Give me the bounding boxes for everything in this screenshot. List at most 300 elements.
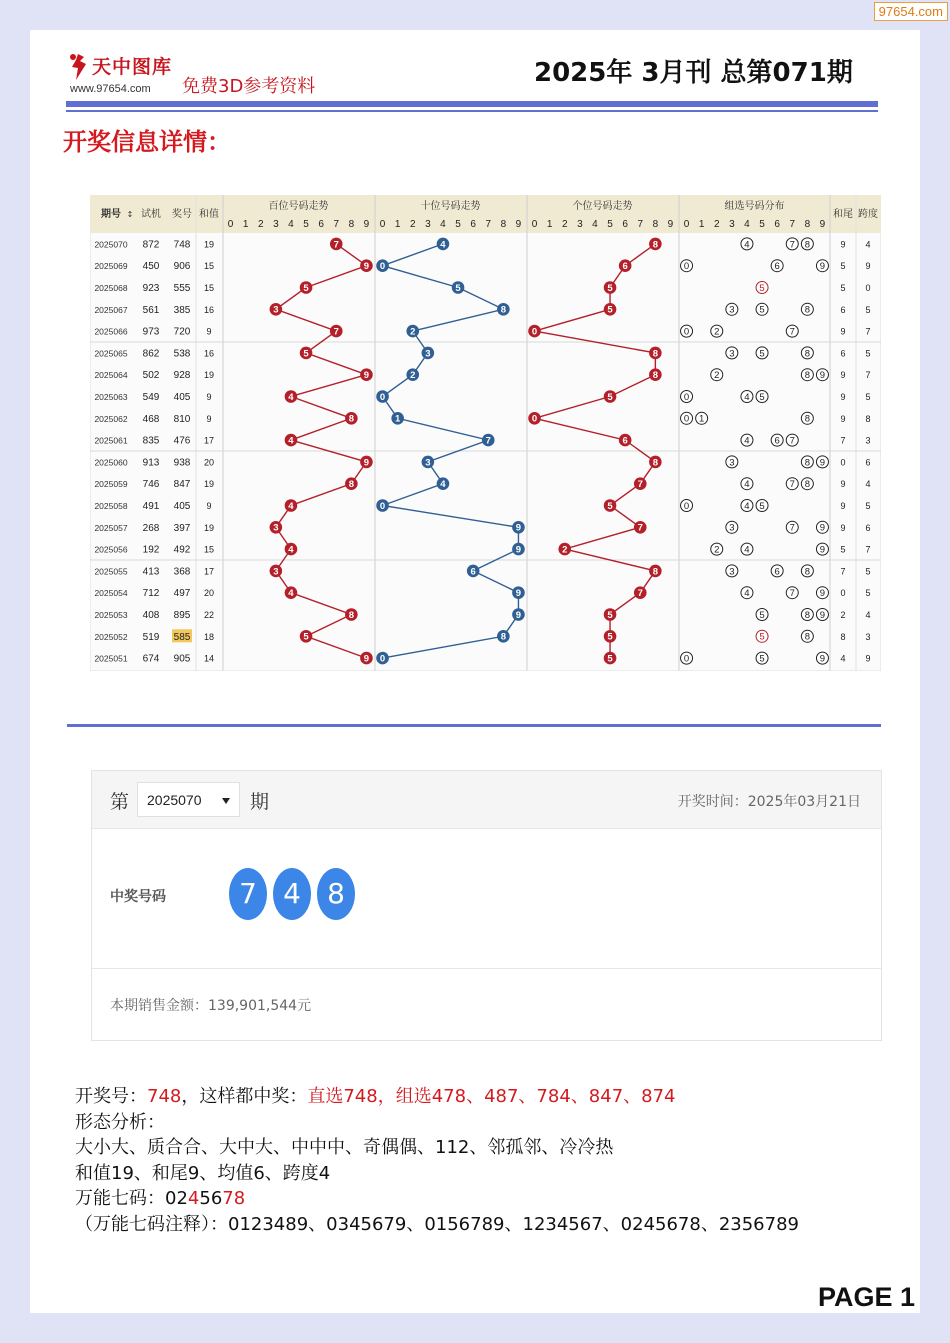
trend-tail: 6 [840,348,846,359]
trend-issue: 2025064 [94,370,128,381]
trend-digit-header: 1 [394,219,401,230]
trend-span: 5 [865,304,871,315]
trend-ball-label: 0 [531,413,538,425]
trend-test: 502 [142,370,160,382]
trend-ball-label: 9 [515,544,522,556]
trend-test: 468 [142,413,160,425]
trend-span: 6 [865,522,871,533]
trend-ball-label: 3 [425,457,431,469]
trend-tail: 0 [840,588,846,599]
trend-span: 8 [865,413,871,424]
trend-test: 408 [142,610,160,621]
trend-group-digit: 7 [789,239,795,251]
trend-tail: 5 [840,261,846,272]
trend-digit-header: 5 [759,219,765,230]
trend-sum: 14 [203,653,215,664]
issue-title: 2025年 3月刊 总第071期 [534,58,853,88]
trend-group-digit: 4 [744,239,750,251]
trend-ball-label: 8 [652,457,658,469]
trend-tail: 9 [840,501,846,511]
trend-ball-label: 4 [440,479,446,491]
trend-sum: 17 [203,435,215,446]
trend-ball-label: 7 [485,435,491,447]
trend-sum: 20 [203,457,215,468]
trend-span: 4 [865,239,871,250]
draw-info-box [91,770,882,1041]
trend-digit-header: 1 [698,219,705,230]
trend-group-digit: 7 [789,479,795,491]
trend-win: 405 [173,392,191,403]
trend-ball-label: 9 [363,457,370,469]
trend-group-digit: 7 [789,435,795,447]
trend-test: 872 [142,239,160,251]
trend-sum: 9 [206,413,212,424]
trend-digit-header: 4 [592,219,598,230]
analysis-text [75,1084,799,1237]
seven-digit-hit: 7 [222,1188,234,1209]
analysis-line-seven-notes: （万能七码注释）：0123489、0345679、0156789、1234567、0245678、2356789 [75,1213,799,1235]
trend-sum: 9 [206,326,212,337]
trend-group-digit: 0 [683,500,690,512]
trend-group-digit: 9 [819,588,826,600]
trend-ball-label: 1 [395,413,401,425]
trend-col-header: 奖号 [172,209,192,220]
trend-digit-header: 8 [652,219,659,230]
trend-ball-label: 6 [622,435,628,447]
trend-group-digit: 8 [804,631,810,643]
trend-span: 9 [865,653,871,664]
trend-digit-header: 6 [774,219,780,230]
trend-group-digit: 1 [699,413,705,425]
draw-info-divider [92,968,881,969]
trend-digit-header: 9 [363,219,370,230]
trend-sum: 15 [203,544,215,555]
trend-group-digit: 4 [744,588,750,600]
trend-sum: 19 [203,522,215,533]
trend-tail: 7 [840,435,846,446]
trend-sum: 22 [203,610,215,620]
trend-ball-label: 2 [562,544,568,556]
trend-win: 497 [173,588,191,600]
trend-span: 0 [865,283,871,293]
trend-sum: 18 [203,631,215,642]
trend-test: 561 [142,304,160,316]
trend-issue: 2025053 [94,610,128,620]
seven-label: 万能七码： [75,1188,165,1209]
section-rule [67,724,881,727]
trend-digit-header: 7 [485,219,492,230]
trend-group-digit: 3 [729,304,735,316]
trend-tail: 9 [840,239,846,250]
trend-ball-label: 8 [652,239,658,251]
label-qi: 期 [250,791,270,813]
trend-group-digit: 8 [804,457,810,469]
trend-group-digit: 6 [774,566,780,578]
winning-ball: 4 [273,868,311,920]
trend-group-digit: 9 [819,370,826,382]
trend-ball-label: 8 [652,348,658,360]
trend-group-digit: 6 [774,261,780,273]
trend-span: 6 [865,457,871,468]
trend-digit-header: 8 [500,219,507,230]
site-watermark: 97654.com [874,2,948,21]
seven-digit-hit: 8 [233,1188,246,1209]
trend-digit-header: 0 [683,219,690,230]
trend-issue: 2025051 [94,653,128,664]
seven-digits: 5 [199,1188,211,1209]
trend-win: 397 [173,522,191,534]
label-di: 第 [110,791,130,813]
dropdown-arrow-icon [222,798,230,804]
trend-sum: 17 [203,566,215,577]
trend-span: 5 [865,588,871,599]
trend-test: 413 [142,566,160,578]
trend-digit-header: 9 [819,219,826,230]
trend-span: 5 [865,566,871,577]
analysis-line-form: 形态分析： [75,1111,165,1133]
trend-test: 491 [142,501,160,512]
trend-ball-label: 8 [348,609,354,621]
trend-issue: 2025066 [94,326,128,337]
trend-tail: 9 [840,413,846,424]
trend-digit-header: 8 [804,219,811,230]
trend-test: 862 [142,348,160,360]
trend-group-digit: 8 [804,413,810,425]
trend-digit-header: 4 [440,219,446,230]
trend-group-header: 百位号码走势 [268,201,329,212]
trend-group-digit: 8 [804,239,810,251]
trend-win: 905 [173,653,191,665]
trend-issue: 2025059 [94,479,128,490]
trend-sum: 19 [203,370,215,381]
header-rule-thin [66,110,878,112]
trend-digit-header: 7 [333,219,340,230]
trend-issue: 2025060 [94,457,128,468]
trend-group-digit: 5 [759,391,765,403]
logo-name: 天中图库 [92,56,173,78]
draw-info-header [92,771,881,829]
trend-col-header: 和值 [199,209,219,220]
trend-digit-header: 2 [409,219,416,230]
trend-sum: 19 [203,479,215,490]
trend-digit-header: 5 [303,219,309,230]
analysis-line-winning [75,1084,799,1110]
trend-issue: 2025062 [94,413,128,424]
trend-issue: 2025054 [94,588,128,599]
trend-group-digit: 5 [759,609,765,621]
trend-span: 3 [865,435,871,446]
trend-digit-header: 0 [379,219,386,230]
trend-group-digit: 0 [683,413,690,425]
trend-group-digit: 5 [759,500,765,512]
trend-group-digit: 2 [714,326,720,338]
trend-group-digit: 0 [683,326,690,338]
trend-span: 4 [865,479,871,490]
trend-group-digit: 3 [729,566,735,578]
winning-number-label: 中奖号码 [110,889,166,905]
trend-test: 450 [142,261,160,273]
trend-win: 895 [173,610,191,621]
trend-digit-header: 3 [273,219,279,230]
trend-group-header: 十位号码走势 [420,201,481,212]
trend-col-header: 试机 [141,209,161,220]
analysis-line-pattern: 大小大、质合合、大中大、中中中、奇偶偶、112、邻孤邻、冷冷热 [75,1137,614,1158]
trend-group-digit: 9 [819,261,826,273]
trend-group-digit: 8 [804,566,810,578]
trend-ball-label: 4 [288,391,294,403]
trend-ball-label: 4 [288,544,294,556]
trend-digit-header: 1 [546,219,553,230]
trend-win: 720 [173,326,191,338]
trend-ball-label: 8 [348,479,354,491]
trend-ball-label: 9 [363,261,370,273]
trend-digit-header: 7 [637,219,644,230]
seven-digits: 6 [210,1188,223,1209]
winning-label: 开奖号： [75,1086,147,1107]
trend-digit-header: 6 [318,219,324,230]
trend-issue: 2025056 [94,544,128,555]
trend-group-digit: 9 [819,457,826,469]
page-number: PAGE 1 [818,1282,916,1312]
trend-ball-label: 0 [379,653,386,665]
trend-issue: 2025058 [94,501,128,511]
trend-sum: 9 [206,392,212,402]
trend-span: 9 [865,261,871,272]
trend-group-digit: 8 [804,609,810,621]
trend-digit-header: 2 [561,219,568,230]
trend-ball-label: 4 [288,588,294,600]
trend-sum: 19 [203,239,215,250]
trend-digit-header: 0 [227,219,234,230]
trend-ball-label: 9 [363,370,370,382]
trend-tail: 9 [840,479,846,490]
trend-ball-label: 4 [288,500,294,512]
trend-ball-label: 5 [303,282,309,294]
trend-ball-label: 5 [607,391,613,403]
trend-ball-label: 2 [410,370,416,382]
sort-icon: ↕ [126,210,134,219]
trend-digit-header: 7 [789,219,796,230]
trend-test: 712 [142,588,160,600]
trend-test: 746 [142,479,160,491]
trend-group-digit: 3 [729,457,735,469]
trend-ball-label: 5 [607,653,613,665]
winning-ball: 7 [229,868,267,920]
analysis-line-stats: 和值19、和尾9、均值6、跨度4 [75,1162,331,1184]
trend-ball-label: 0 [379,261,386,273]
trend-issue: 2025052 [94,631,128,642]
trend-sum: 20 [203,588,215,599]
trend-group-digit: 9 [819,609,826,621]
trend-group-digit: 0 [683,653,690,665]
trend-group-digit: 5 [759,348,765,360]
trend-digit-header: 5 [607,219,613,230]
trend-group-digit: 5 [759,282,765,294]
trend-group-digit: 8 [804,304,810,316]
trend-ball-label: 5 [607,609,613,621]
trend-win: 928 [173,370,191,382]
trend-win: 748 [173,239,191,251]
trend-ball-label: 5 [303,348,309,360]
logo-icon [66,52,92,82]
trend-test: 192 [142,544,160,556]
trend-tail: 5 [840,283,846,293]
trend-ball-label: 0 [531,326,538,338]
trend-tail: 9 [840,392,846,402]
trend-group-digit: 5 [759,653,765,665]
trend-issue: 2025069 [94,261,128,272]
winning-mid-text: ，这样都中奖： [181,1086,308,1107]
trend-ball-label: 3 [273,522,279,534]
winning-number: 748 [147,1086,182,1107]
trend-ball-label: 5 [607,500,613,512]
trend-group-digit: 8 [804,348,810,360]
trend-test: 268 [142,522,160,534]
trend-ball-label: 6 [470,566,476,578]
trend-group-digit: 3 [729,522,735,534]
trend-tail: 9 [840,326,846,337]
trend-ball-label: 9 [515,522,522,534]
trend-ball-label: 8 [652,370,658,382]
section-title: 开奖信息详情： [63,128,231,156]
trend-span: 7 [865,370,871,381]
trend-tail: 0 [840,457,846,468]
trend-tail: 4 [840,653,846,664]
trend-digit-header: 8 [348,219,355,230]
trend-digit-header: 3 [577,219,583,230]
trend-digit-header: 2 [713,219,720,230]
header-rule-thick [66,101,878,107]
trend-ball-label: 5 [607,631,613,643]
trend-group-digit: 9 [819,544,826,556]
trend-group-digit: 7 [789,326,795,338]
trend-win: 938 [173,457,191,469]
trend-test: 973 [142,326,160,338]
trend-ball-label: 2 [410,326,416,338]
seven-digits: 02 [165,1188,188,1209]
winning-combos: 直选748，组选478、487、784、847、874 [307,1086,676,1107]
document-page [30,30,920,1313]
trend-ball-label: 5 [607,282,613,294]
trend-win: 538 [173,348,191,360]
trend-win: 368 [173,566,191,578]
trend-span: 7 [865,326,871,337]
trend-sum: 16 [203,348,215,359]
trend-ball-label: 0 [379,500,386,512]
trend-digit-header: 6 [470,219,476,230]
trend-col-header: 期号 [101,209,121,220]
trend-group-digit: 9 [819,653,826,665]
trend-ball-label: 5 [303,631,309,643]
trend-group-digit: 4 [744,544,750,556]
trend-ball-label: 3 [273,566,279,578]
trend-span-header: 跨度 [858,209,878,220]
trend-test: 923 [142,283,160,294]
trend-group-digit: 2 [714,544,720,556]
trend-digit-header: 4 [288,219,294,230]
trend-digit-header: 0 [531,219,538,230]
trend-digit-header: 5 [455,219,461,230]
logo-url: www.97654.com [70,83,151,95]
trend-span: 7 [865,544,871,555]
trend-win: 405 [173,501,191,512]
trend-group-digit: 4 [744,435,750,447]
trend-group-header: 组选号码分布 [724,201,785,212]
trend-span: 5 [865,501,871,511]
trend-ball-label: 5 [455,282,461,294]
trend-group-digit: 5 [759,631,765,643]
trend-ball-label: 4 [288,435,294,447]
trend-group-digit: 4 [744,479,750,491]
trend-group-digit: 6 [774,435,780,447]
trend-tail: 5 [840,544,846,555]
trend-issue: 2025067 [94,304,128,315]
trend-digit-header: 2 [257,219,264,230]
trend-win: 492 [173,544,191,556]
trend-test: 519 [142,631,160,643]
trend-ball-label: 0 [379,391,386,403]
trend-ball-label: 8 [652,566,658,578]
trend-win: 385 [173,304,191,316]
trend-win: 906 [173,261,191,273]
trend-ball-label: 8 [500,631,506,643]
trend-test: 913 [142,457,160,469]
trend-digit-header: 9 [667,219,674,230]
sales-amount: 本期销售金额：139,901,544元 [110,998,312,1014]
trend-chart [90,195,881,671]
trend-ball-label: 9 [515,588,522,600]
trend-group-digit: 8 [804,370,810,382]
issue-select-value: 2025070 [147,792,202,808]
trend-issue: 2025065 [94,348,128,359]
trend-tail: 8 [840,631,846,642]
trend-ball-label: 9 [363,653,370,665]
trend-ball-label: 7 [333,239,339,251]
trend-ball-label: 8 [500,304,506,316]
trend-tail: 2 [840,610,846,620]
trend-span: 5 [865,348,871,359]
trend-ball-label: 7 [637,522,643,534]
trend-tail-header: 和尾 [833,209,853,220]
trend-issue: 2025057 [94,522,128,533]
trend-test: 549 [142,392,160,403]
trend-ball-label: 8 [348,413,354,425]
trend-issue: 2025055 [94,566,128,577]
seven-digit-hit: 4 [187,1188,200,1209]
slogan: 免费3D参考资料 [182,76,316,97]
trend-sum: 15 [203,283,215,293]
trend-group-digit: 5 [759,304,765,316]
trend-group-digit: 7 [789,588,795,600]
trend-ball-label: 7 [637,588,643,600]
trend-ball-label: 9 [515,609,522,621]
trend-sum: 9 [206,501,212,511]
trend-ball-label: 5 [607,304,613,316]
analysis-line-seven [75,1186,799,1212]
issue-select[interactable] [137,782,240,817]
trend-ball-label: 7 [637,479,643,491]
trend-sum: 15 [203,261,215,272]
trend-tail: 9 [840,522,846,533]
trend-group-digit: 9 [819,522,826,534]
trend-ball-label: 3 [425,348,431,360]
trend-win: 810 [173,413,191,425]
trend-digit-header: 3 [425,219,431,230]
trend-digit-header: 6 [622,219,628,230]
trend-group-digit: 2 [714,370,720,382]
trend-group-header: 个位号码走势 [572,201,633,212]
trend-digit-header: 1 [242,219,249,230]
